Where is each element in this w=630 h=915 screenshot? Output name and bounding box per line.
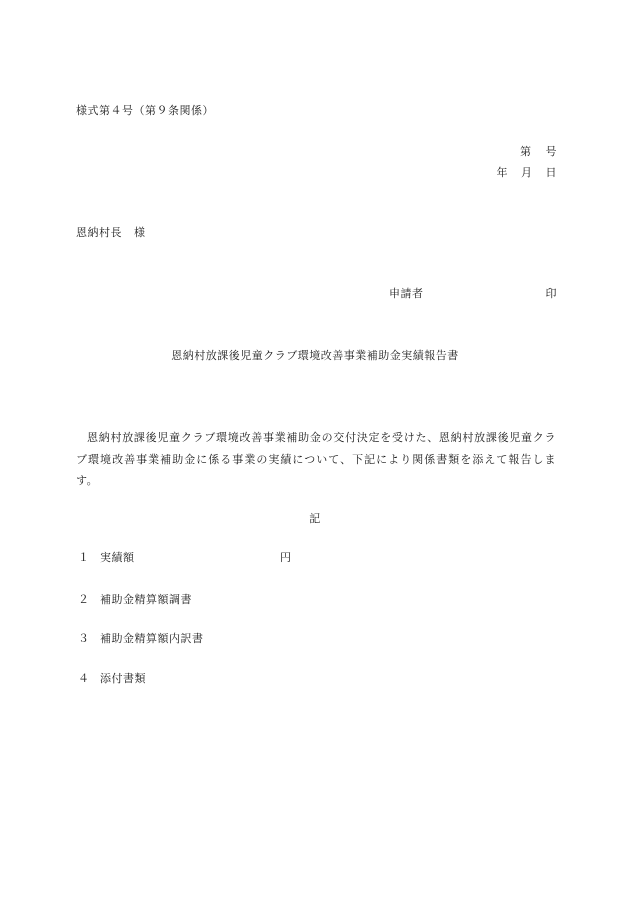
addressee-name: 恩納村長 xyxy=(76,226,122,239)
date-month: 月 xyxy=(521,166,533,179)
item-label: 補助金精算額内訳書 xyxy=(100,632,204,645)
date-year: 年 xyxy=(496,166,508,179)
number-prefix: 第 xyxy=(520,145,532,158)
list-item-settlement-statement xyxy=(78,591,192,607)
yen-unit: 円 xyxy=(280,551,292,564)
body-paragraph: 恩納村放課後児童クラブ環境改善事業補助金の交付決定を受けた、恩納村放課後児童クラブ環境改善事業補助金に係る事業の実績について、下記により関係書類を添えて報告します。 xyxy=(76,431,556,487)
item-number: １ xyxy=(78,551,90,564)
list-item-attachments xyxy=(78,670,146,686)
item-number: ２ xyxy=(78,593,90,606)
list-item-actual-amount xyxy=(78,549,292,565)
item-label: 実績額 xyxy=(100,551,135,564)
form-number: 様式第４号（第９条関係） xyxy=(76,104,214,117)
document-title: 恩納村放課後児童クラブ環境改善事業補助金実績報告書 xyxy=(171,349,459,362)
applicant-line xyxy=(389,285,557,301)
applicant-label: 申請者 xyxy=(389,287,424,300)
ki-heading: 記 xyxy=(309,512,321,525)
item-number: ４ xyxy=(78,672,90,685)
item-label: 補助金精算額調書 xyxy=(100,593,192,606)
date-line xyxy=(497,164,558,180)
list-item-settlement-breakdown xyxy=(78,630,204,646)
number-suffix: 号 xyxy=(545,145,557,158)
document-number-line xyxy=(520,143,557,159)
item-number: ３ xyxy=(78,632,90,645)
date-day: 日 xyxy=(545,166,557,179)
addressee xyxy=(76,224,146,240)
addressee-honorific: 様 xyxy=(134,226,146,239)
item-label: 添付書類 xyxy=(100,672,146,685)
seal-mark: 印 xyxy=(545,287,557,300)
